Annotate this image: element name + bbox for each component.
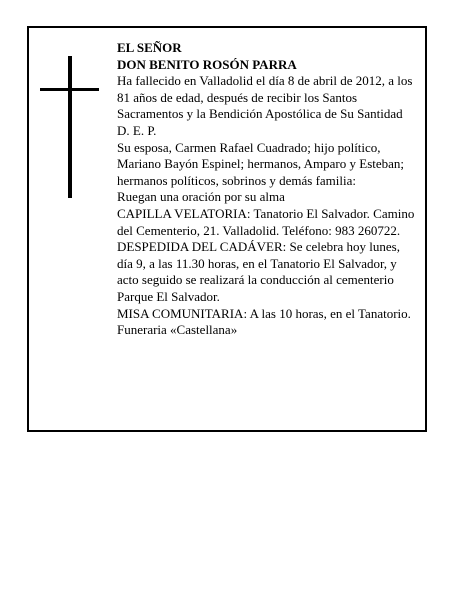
prayer-request: Ruegan una oración por su alma [117, 189, 285, 205]
obituary-notice [27, 26, 427, 432]
title-line-1: EL SEÑOR [117, 40, 182, 55]
family-list: Su esposa, Carmen Rafael Cuadrado; hijo político, Mariano Bayón Espinel; hermanos, Amparo y Esteban; hermanos políticos, sobrinos y demás familia: [117, 139, 405, 188]
chapel-info: CAPILLA VELATORIA: Tanatorio El Salvador. Camino del Cementerio, 21. Valladolid. Teléfono: 983 260722. [117, 205, 415, 238]
funeral-home: Funeraria «Castellana» [117, 322, 238, 338]
cross-vertical-bar [68, 56, 72, 198]
farewell-info: DESPEDIDA DEL CADÁVER: Se celebra hoy lunes, día 9, a las 11.30 horas, en el Tanatorio El Salvador, y acto seguido se realizará la conducción al cementerio Parque El Salvador. [117, 239, 400, 304]
cross-horizontal-bar [40, 88, 99, 91]
death-announcement: Ha fallecido en Valladolid el día 8 de abril de 2012, a los 81 años de edad, después de recibir los Santos Sacramentos y la Bendición Apostólica de Su Santidad D. E. P. [117, 73, 413, 138]
obituary-text [117, 40, 417, 339]
mass-info: MISA COMUNITARIA: A las 10 horas, en el Tanatorio. [117, 305, 411, 321]
deceased-name: DON BENITO ROSÓN PARRA [117, 56, 297, 72]
